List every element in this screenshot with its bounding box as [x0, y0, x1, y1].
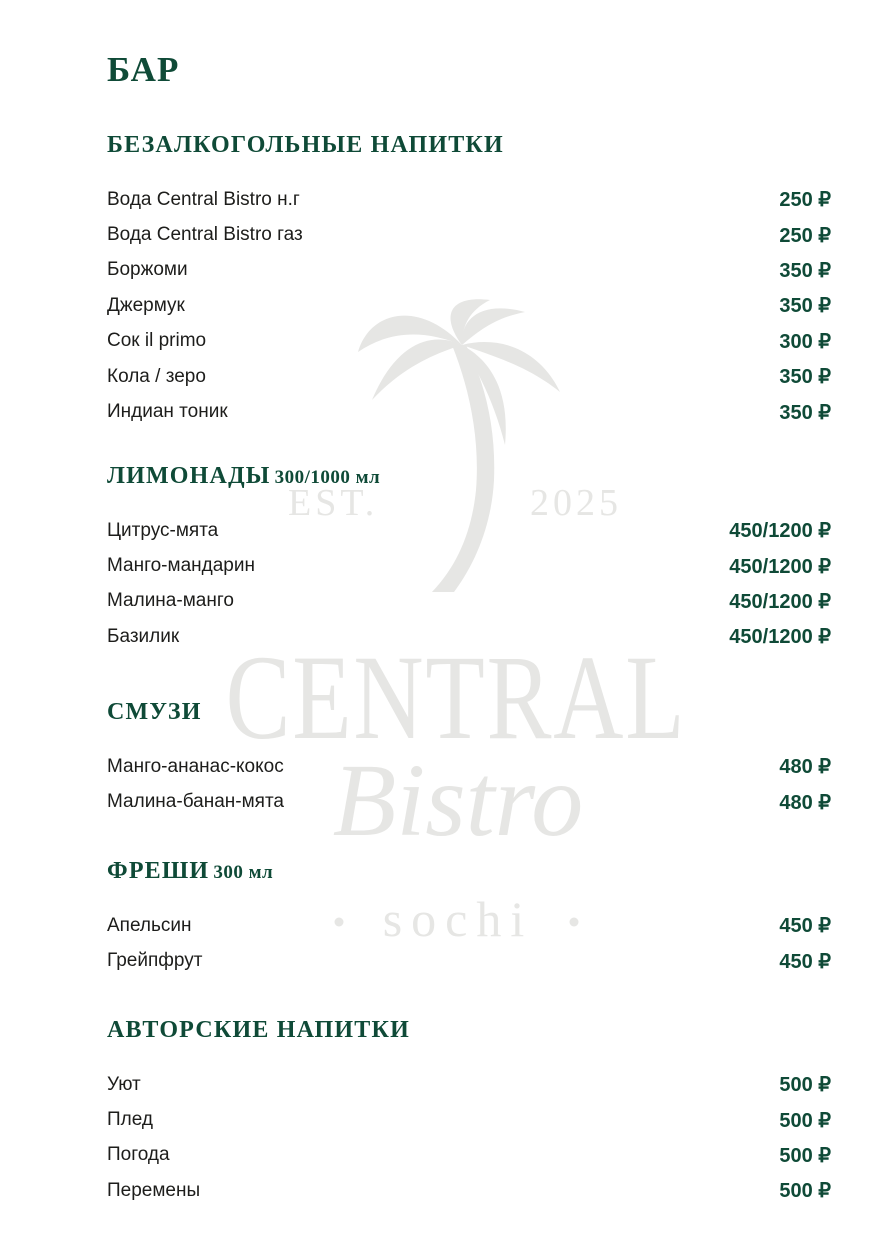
item-price: 250 ₽ — [779, 224, 831, 247]
section-signature-drinks — [107, 1015, 831, 1203]
item-name: Погода — [107, 1144, 170, 1166]
item-list — [107, 1067, 831, 1209]
page-title: БАР — [107, 50, 180, 89]
section-title: ЛИМОНАДЫ 300/1000 мл — [107, 463, 381, 489]
item-name: Манго-ананас-кокос — [107, 755, 284, 777]
menu-item — [107, 1102, 831, 1137]
menu-item — [107, 359, 831, 394]
watermark-year: 2025 — [530, 482, 622, 524]
item-price: 450/1200 ₽ — [729, 520, 831, 543]
menu-item — [107, 1173, 831, 1208]
item-price: 450 ₽ — [779, 950, 831, 973]
section-title: БЕЗАЛКОГОЛЬНЫЕ НАПИТКИ — [107, 132, 504, 158]
item-price: 300 ₽ — [779, 330, 831, 353]
watermark-script: Bistro — [332, 743, 584, 858]
menu-item — [107, 253, 831, 288]
item-list — [107, 749, 831, 820]
menu-item — [107, 908, 831, 943]
section-title: ФРЕШИ 300 мл — [107, 858, 274, 884]
menu-item — [107, 784, 831, 819]
menu-item — [107, 394, 831, 429]
item-name: Вода Central Bistro н.г — [107, 188, 300, 210]
item-name: Апельсин — [107, 914, 192, 936]
item-price: 480 ₽ — [779, 791, 831, 814]
item-list — [107, 908, 831, 979]
watermark-brand: CENTRAL — [225, 629, 687, 765]
menu-item — [107, 288, 831, 323]
item-name: Базилик — [107, 625, 180, 647]
item-price: 450/1200 ₽ — [729, 626, 831, 649]
item-name: Кола / зеро — [107, 365, 206, 387]
menu-item — [107, 1067, 831, 1102]
item-price: 450/1200 ₽ — [729, 590, 831, 613]
menu-item — [107, 749, 831, 784]
item-name: Боржоми — [107, 259, 188, 281]
section-title: СМУЗИ — [107, 699, 202, 725]
item-price: 350 ₽ — [779, 401, 831, 424]
item-price: 500 ₽ — [779, 1144, 831, 1167]
item-price: 480 ₽ — [779, 756, 831, 779]
item-price: 500 ₽ — [779, 1109, 831, 1132]
menu-item — [107, 619, 831, 654]
item-price: 250 ₽ — [779, 189, 831, 212]
item-name: Перемены — [107, 1179, 201, 1201]
item-name: Уют — [107, 1073, 141, 1095]
menu-item — [107, 1138, 831, 1173]
watermark-est: EST. — [288, 482, 379, 524]
item-name: Грейпфрут — [107, 950, 203, 972]
watermark-city: sochi — [382, 891, 534, 947]
item-price: 350 ₽ — [779, 259, 831, 282]
item-price: 450/1200 ₽ — [729, 555, 831, 578]
item-name: Вода Central Bistro газ — [107, 224, 303, 246]
item-price: 350 ₽ — [779, 366, 831, 389]
item-name: Манго-мандарин — [107, 555, 255, 577]
section-note: 300 мл — [213, 862, 274, 883]
section-title: АВТОРСКИЕ НАПИТКИ — [107, 1017, 410, 1043]
menu-item — [107, 217, 831, 252]
item-name: Сок il primo — [107, 330, 207, 352]
item-price: 500 ₽ — [779, 1180, 831, 1203]
menu-item — [107, 548, 831, 583]
item-list — [107, 182, 831, 430]
item-name: Индиан тоник — [107, 401, 228, 423]
item-list — [107, 513, 831, 655]
menu-item — [107, 182, 831, 217]
menu-item — [107, 513, 831, 548]
item-name: Джермук — [107, 294, 185, 316]
menu-item — [107, 324, 831, 359]
item-name: Малина-банан-мята — [107, 791, 284, 813]
section-note: 300/1000 мл — [274, 467, 381, 488]
item-price: 500 ₽ — [779, 1074, 831, 1097]
item-name: Малина-манго — [107, 590, 234, 612]
item-name: Плед — [107, 1109, 153, 1131]
item-price: 350 ₽ — [779, 295, 831, 318]
section-soft-drinks — [107, 130, 831, 424]
menu-item — [107, 943, 831, 978]
menu-item — [107, 584, 831, 619]
item-name: Цитрус-мята — [107, 519, 219, 541]
item-price: 450 ₽ — [779, 915, 831, 938]
